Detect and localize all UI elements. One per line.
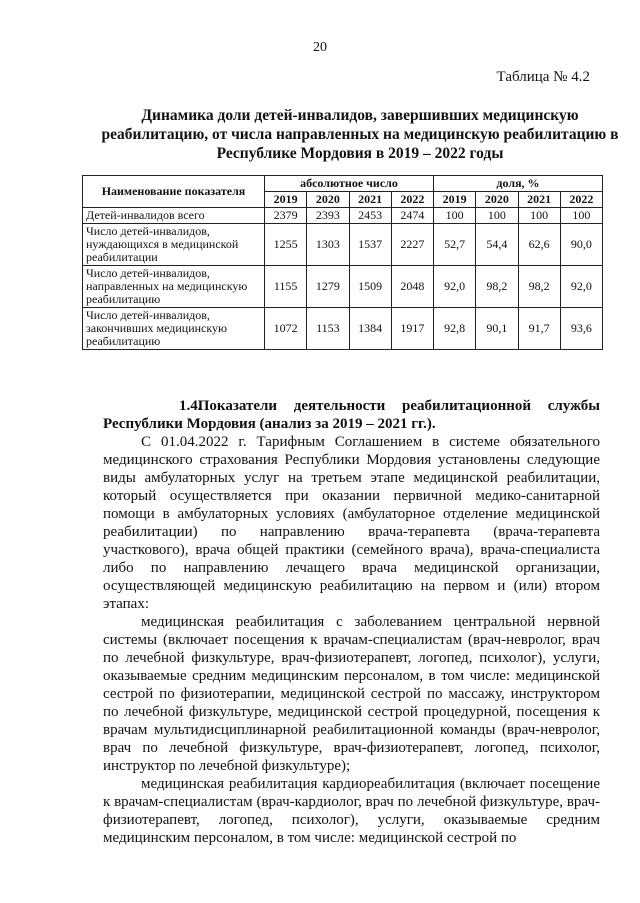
row-label: Число детей-инвалидов, направленных на медицинскую реабилитацию bbox=[83, 266, 265, 308]
section-number: 1.4. bbox=[179, 398, 202, 414]
table-cell: 98,2 bbox=[518, 266, 560, 308]
table-cell: 1303 bbox=[307, 224, 349, 266]
paragraph: медицинская реабилитация с заболеванием центральной нервной системы (включает посещения к врачам-специалистам (врач-невролог, врач по лечебной физкультуре, врач-физиотерапевт, логопед, психолог), услуги, оказываемые средним медицинским персоналом, в том числе: медицинской сестрой по физиотерапии, медицинской сестрой по массажу, инструктором по лечебной физкультуре, медицинской сестрой процедурной, посещения к врачам мультидисциплинарной реабилитационной команды (врач-невролог, врач по лечебной физкультуре, врач-физиотерапевт, логопед, психолог, инструктор по лечебной физкультуре); bbox=[103, 614, 600, 774]
table-cell: 1072 bbox=[265, 308, 307, 350]
row-label: Число детей-инвалидов, закончивших медицинскую реабилитацию bbox=[83, 308, 265, 350]
table-cell: 2379 bbox=[265, 208, 307, 224]
table-row bbox=[83, 224, 603, 266]
table-cell: 91,7 bbox=[518, 308, 560, 350]
body-text bbox=[103, 397, 600, 847]
table-cell: 2474 bbox=[391, 208, 433, 224]
year-header: 2022 bbox=[391, 192, 433, 208]
column-group-absolute: абсолютное число bbox=[265, 176, 434, 192]
statistics-table bbox=[82, 175, 603, 350]
table-cell: 1255 bbox=[265, 224, 307, 266]
table-cell: 92,0 bbox=[560, 266, 602, 308]
table-cell: 100 bbox=[518, 208, 560, 224]
table-row bbox=[83, 308, 603, 350]
row-label: Детей-инвалидов всего bbox=[83, 208, 265, 224]
table-cell: 1155 bbox=[265, 266, 307, 308]
year-header: 2022 bbox=[560, 192, 602, 208]
table-cell: 1917 bbox=[391, 308, 433, 350]
table-row bbox=[83, 266, 603, 308]
table-cell: 1153 bbox=[307, 308, 349, 350]
paragraph: медицинская реабилитация кардиореабилитация (включает посещение к врачам-специалистам (врач-кардиолог, врач по лечебной физкультуре, врач-физиотерапевт, логопед, психолог), услуги, оказываемые средним медицинским персоналом, в том числе: медицинской сестрой по bbox=[103, 776, 600, 846]
table-cell: 1279 bbox=[307, 266, 349, 308]
table-cell: 100 bbox=[560, 208, 602, 224]
table-cell: 2048 bbox=[391, 266, 433, 308]
table-cell: 1384 bbox=[349, 308, 391, 350]
table-caption: Таблица № 4.2 bbox=[496, 69, 590, 85]
table-cell: 2227 bbox=[391, 224, 433, 266]
paragraph: С 01.04.2022 г. Тарифным Соглашением в системе обязательного медицинского страхования Республики Мордовия установлены следующие виды амбулаторных услуг на третьем этапе медицинской реабилитации, который осуществляется при оказании первичной медико-санитарной помощи в амбулаторных условиях (амбулаторное отделение медицинской реабилитации) по направлению врача-терапевта (врача-терапевта участкового), врача общей практики (семейного врача), врача-специалиста либо по направлению лечащего врача медицинской организации, осуществляющей медицинскую реабилитацию на первом и (или) втором этапах: bbox=[103, 434, 600, 612]
year-header: 2019 bbox=[434, 192, 476, 208]
table-cell: 62,6 bbox=[518, 224, 560, 266]
table-cell: 100 bbox=[476, 208, 518, 224]
table-cell: 1509 bbox=[349, 266, 391, 308]
table-cell: 98,2 bbox=[476, 266, 518, 308]
table-cell: 52,7 bbox=[434, 224, 476, 266]
table-cell: 2453 bbox=[349, 208, 391, 224]
table-cell: 1537 bbox=[349, 224, 391, 266]
row-label: Число детей-инвалидов, нуждающихся в медицинской реабилитации bbox=[83, 224, 265, 266]
column-header-name: Наименование показателя bbox=[83, 176, 265, 208]
table-cell: 93,6 bbox=[560, 308, 602, 350]
section-heading bbox=[103, 397, 600, 433]
table-row bbox=[83, 208, 603, 224]
year-header: 2021 bbox=[349, 192, 391, 208]
year-header: 2021 bbox=[518, 192, 560, 208]
table-cell: 92,8 bbox=[434, 308, 476, 350]
table-cell: 2393 bbox=[307, 208, 349, 224]
year-header: 2019 bbox=[265, 192, 307, 208]
table-cell: 100 bbox=[434, 208, 476, 224]
table-cell: 90,0 bbox=[560, 224, 602, 266]
column-group-share: доля, % bbox=[434, 176, 603, 192]
section-title: Показатели деятельности реабилитационной службы Республики Мордовия (анализ за 2019 – 2021 гг.). bbox=[103, 398, 600, 432]
year-header: 2020 bbox=[476, 192, 518, 208]
table-cell: 92,0 bbox=[434, 266, 476, 308]
table-cell: 54,4 bbox=[476, 224, 518, 266]
year-header: 2020 bbox=[307, 192, 349, 208]
page-number: 20 bbox=[313, 40, 327, 55]
table-cell: 90,1 bbox=[476, 308, 518, 350]
document-title: Динамика доли детей-инвалидов, завершивших медицинскую реабилитацию, от числа направленных на медицинскую реабилитацию в Республике Мордовия в 2019 – 2022 годы bbox=[101, 107, 619, 162]
